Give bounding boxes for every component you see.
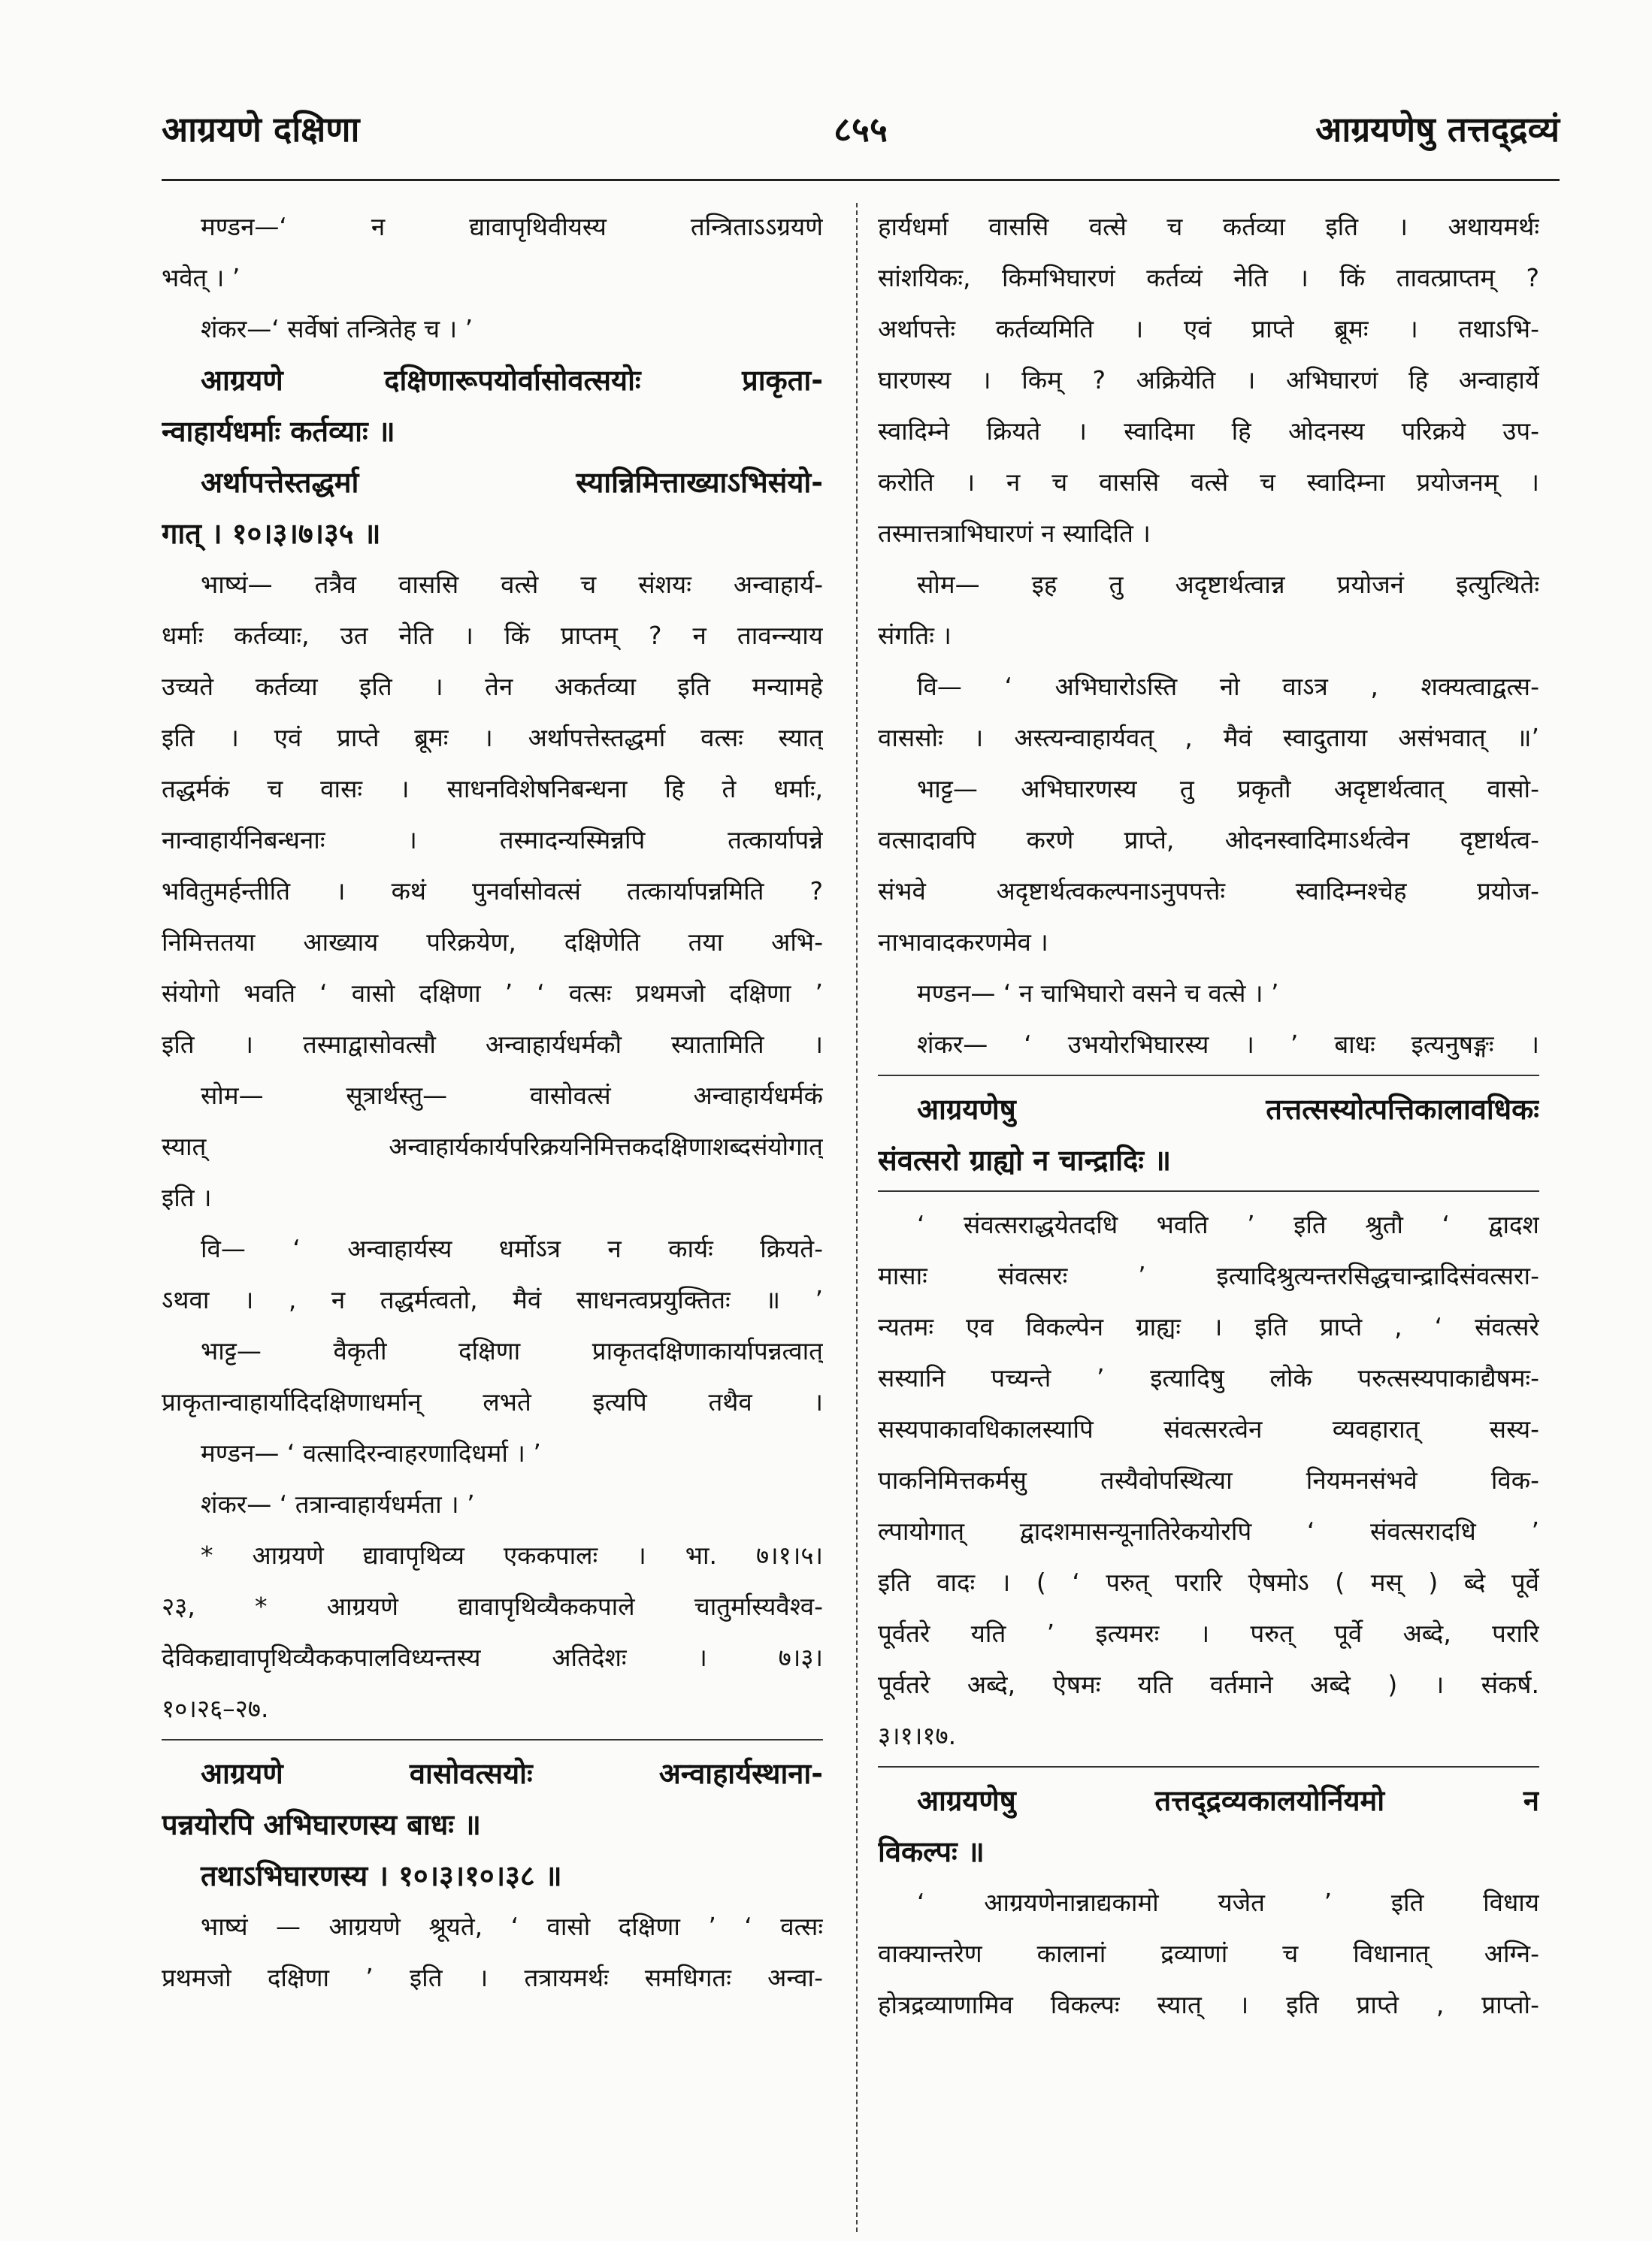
page-number: ८५५	[834, 109, 888, 150]
text-line: इति । एवं प्राप्ते ब्रूमः । अर्थापत्तेस्तद्धर्मा वत्सः स्यात्	[162, 723, 823, 752]
section-heading: आग्रयणेषु तत्तद्द्रव्यकालयोर्नियमो न	[917, 1784, 1539, 1817]
section-rule	[162, 1739, 823, 1740]
section-heading: विकल्पः ॥	[878, 1835, 985, 1868]
text-line: वि— ‘ अभिघारोऽस्ति नो वाऽत्र , शक्यत्वाद्वत्स-	[917, 672, 1539, 701]
header-right-title: आग्रयणेषु तत्तद्द्रव्यं	[1315, 109, 1560, 150]
column-divider	[856, 203, 858, 2232]
text-line: भाष्यं — आग्रयणे श्रूयते, ‘ वासो दक्षिणा ’ ‘ वत्सः	[201, 1912, 823, 1941]
text-line: वत्सादावपि करणे प्राप्ते, ओदनस्वादिमाऽर्थत्वेन दृष्टार्थत्व-	[878, 825, 1539, 854]
text-line: मण्डन— ‘ न चाभिघारो वसने च वत्से । ’	[917, 978, 1279, 1008]
text-line: शंकर— ‘ तत्रान्वाहार्यधर्मता । ’	[201, 1489, 475, 1519]
text-line: ‘ आग्रयणेनान्नाद्यकामो यजेत ’ इति विधाय	[917, 1888, 1539, 1917]
text-line: नान्वाहार्यनिबन्धनाः । तस्मादन्यस्मिन्नपि तत्कार्यापन्ने	[162, 825, 823, 854]
running-header	[162, 105, 1560, 165]
section-heading: न्वाहार्यधर्माः कर्तव्याः ॥	[162, 415, 395, 448]
sutra-line: तथाऽभिघारणस्य । १०।३।१०।३८ ॥	[201, 1859, 562, 1892]
text-line: प्रथमजो दक्षिणा ’ इति । तत्रायमर्थः समधिगतः अन्वा-	[162, 1963, 823, 1992]
text-line: पाकनिमित्तकर्मसु तस्यैवोपस्थित्या नियमनसंभवे विक-	[878, 1465, 1539, 1495]
text-line: सोम— सूत्रार्थस्तु— वासोवत्सं अन्वाहार्यधर्मकं	[201, 1081, 823, 1110]
section-rule	[878, 1766, 1539, 1768]
text-line: ल्पायोगात् द्वादशमासन्यूनातिरेकयोरपि ‘ संवत्सरादधि ’	[878, 1517, 1539, 1546]
text-line: करोति । न च वाससि वत्से च स्वादिम्ना प्रयोजनम् ।	[878, 467, 1539, 497]
text-line: स्वादिम्ने क्रियते । स्वादिमा हि ओदनस्य परिक्रये उप-	[878, 416, 1539, 446]
text-line: तद्धर्मकं च वासः । साधनविशेषनिबन्धना हि ते धर्माः,	[162, 774, 823, 803]
left-column	[162, 201, 823, 2004]
text-line: मण्डन— ‘ वत्सादिरन्वाहरणादिधर्मा । ’	[201, 1438, 541, 1468]
text-line: भाट्ट— वैकृती दक्षिणा प्राकृतदक्षिणाकार्यापन्नत्वात्	[201, 1336, 823, 1365]
header-left-title: आग्रयणे दक्षिणा	[162, 109, 360, 150]
header-rule	[162, 179, 1560, 181]
section-heading: आग्रयणे वासोवत्सयोः अन्वाहार्यस्थाना-	[201, 1757, 823, 1790]
text-line: भवेत् । ’	[162, 263, 241, 292]
text-line: भवितुमर्हन्तीति । कथं पुनर्वासोवत्सं तत्कार्यापन्नमिति ?	[162, 876, 823, 906]
text-line: भाष्यं— तत्रैव वाससि वत्से च संशयः अन्वाहार्य-	[201, 570, 823, 599]
text-line: संगतिः ।	[878, 621, 952, 650]
text-line: इति । तस्माद्वासोवत्सौ अन्वाहार्यधर्मकौ स्यातामिति ।	[162, 1030, 823, 1059]
text-line: मासाः संवत्सरः ’ इत्यादिश्रुत्यन्तरसिद्धचान्द्रादिसंवत्सरा-	[878, 1261, 1539, 1290]
text-line: धर्माः कर्तव्याः, उत नेति । किं प्राप्तम् ? न तावन्न्याय	[162, 621, 823, 650]
text-line: निमित्ततया आख्याय परिक्रयेण, दक्षिणेति तया अभि-	[162, 927, 823, 957]
text-line: हार्यधर्मा वाससि वत्से च कर्तव्या इति । अथायमर्थः	[878, 212, 1539, 241]
text-line: मण्डन—‘ न द्यावापृथिवीयस्य तन्त्रिताऽऽग्रयणे	[201, 212, 823, 241]
text-line: न्यतमः एव विकल्पेन ग्राह्यः । इति प्राप्ते , ‘ संवत्सरे	[878, 1312, 1539, 1341]
text-line: सांशयिकः, किमभिघारणं कर्तव्यं नेति । किं तावत्प्राप्तम् ?	[878, 263, 1539, 292]
section-heading: आग्रयणे दक्षिणारूपयोर्वासोवत्सयोः प्राकृता-	[201, 364, 823, 397]
text-line: वि— ‘ अन्वाहार्यस्य धर्मोऽत्र न कार्यः क्रियते-	[201, 1234, 823, 1263]
text-line: होत्रद्रव्याणामिव विकल्पः स्यात् । इति प्राप्ते , प्राप्तो-	[878, 1990, 1539, 2019]
text-line: देविकद्यावापृथिव्यैककपालविध्यन्तस्य अतिदेशः । ७।३।	[162, 1643, 823, 1672]
sutra-line: अर्थापत्तेस्तद्धर्मा स्यान्निमित्ताख्याऽभिसंयो-	[201, 466, 823, 499]
sutra-line: गात् । १०।३।७।३५ ॥	[162, 517, 381, 550]
text-line: २३, * आग्रयणे द्यावापृथिव्यैककपाले चातुर्मास्यवैश्व-	[162, 1592, 823, 1621]
text-line: प्राकृतान्वाहार्यादिदक्षिणाधर्मान् लभते इत्यपि तथैव ।	[162, 1387, 823, 1417]
text-line: शंकर— ‘ उभयोरभिघारस्य । ’ बाधः इत्यनुषङ्गः ।	[917, 1030, 1539, 1059]
text-line: सस्यानि पच्यन्ते ’ इत्यादिषु लोके परुत्सस्यपाकाद्यैषमः-	[878, 1363, 1539, 1393]
text-line: इति ।	[162, 1183, 212, 1212]
text-line: संभवे अदृष्टार्थत्वकल्पनाऽनुपपत्तेः स्वादिम्नश्चेह प्रयोज-	[878, 876, 1539, 906]
text-line: वाक्यान्तरेण कालानां द्रव्याणां च विधानात् अग्नि-	[878, 1939, 1539, 1968]
text-line: ३।१।१७.	[878, 1721, 957, 1750]
section-rule	[878, 1190, 1539, 1192]
text-line: स्यात् अन्वाहार्यकार्यपरिक्रयनिमित्तकदक्षिणाशब्दसंयोगात्	[162, 1132, 823, 1161]
text-line: भाट्ट— अभिघारणस्य तु प्रकृतौ अदृष्टार्थत्वात् वासो-	[917, 774, 1539, 803]
text-line: * आग्रयणे द्यावापृथिव्य एककपालः । भा. ७।१।५।	[201, 1541, 823, 1570]
section-heading: पन्नयोरपि अभिघारणस्य बाधः ॥	[162, 1808, 481, 1841]
text-line: सोम— इह तु अदृष्टार्थत्वान्न प्रयोजनं इत्युत्थितेः	[917, 570, 1539, 599]
text-line: ऽथवा । , न तद्धर्मत्वतो, मैवं साधनत्वप्रयुक्तितः ॥ ’	[162, 1285, 823, 1314]
text-line: पूर्वतरे यति ’ इत्यमरः । परुत् पूर्वे अब्दे, परारि	[878, 1619, 1539, 1648]
text-line: उच्यते कर्तव्या इति । तेन अकर्तव्या इति मन्यामहे	[162, 672, 823, 701]
text-line: नाभावादकरणमेव ।	[878, 927, 1048, 957]
text-line: ‘ संवत्सराद्धयेतदधि भवति ’ इति श्रुतौ ‘ द्वादश	[917, 1210, 1539, 1239]
text-line: शंकर—‘ सर्वेषां तन्त्रितेह च । ’	[201, 314, 474, 343]
text-line: सस्यपाकावधिकालस्यापि संवत्सरत्वेन व्यवहारात् सस्य-	[878, 1414, 1539, 1444]
section-heading: आग्रयणेषु तत्तत्सस्योत्पत्तिकालावधिकः	[917, 1093, 1539, 1126]
text-line: संयोगो भवति ‘ वासो दक्षिणा ’ ‘ वत्सः प्रथमजो दक्षिणा ’	[162, 978, 823, 1008]
text-line: पूर्वतरे अब्दे, ऐषमः यति वर्तमाने अब्दे ) । संकर्ष.	[878, 1670, 1539, 1699]
right-column	[878, 201, 1539, 2031]
section-rule	[878, 1075, 1539, 1076]
text-line: इति वादः । ( ‘ परुत् परारि ऐषमोऽ ( मस् ) ब्दे पूर्वे	[878, 1568, 1539, 1597]
text-line: १०।२६–२७.	[162, 1694, 269, 1723]
text-line: अर्थापत्तेः कर्तव्यमिति । एवं प्राप्ते ब्रूमः । तथाऽभि-	[878, 314, 1539, 343]
text-line: वाससोः । अस्त्यन्वाहार्यवत् , मैवं स्वादुताया असंभवात् ॥’	[878, 723, 1539, 752]
section-heading: संवत्सरो ग्राह्यो न चान्द्रादिः ॥	[878, 1144, 1171, 1177]
text-line: घारणस्य । किम् ? अक्रियेति । अभिघारणं हि अन्वाहार्ये	[878, 365, 1539, 395]
text-line: तस्मात्तत्राभिघारणं न स्यादिति ।	[878, 519, 1151, 548]
